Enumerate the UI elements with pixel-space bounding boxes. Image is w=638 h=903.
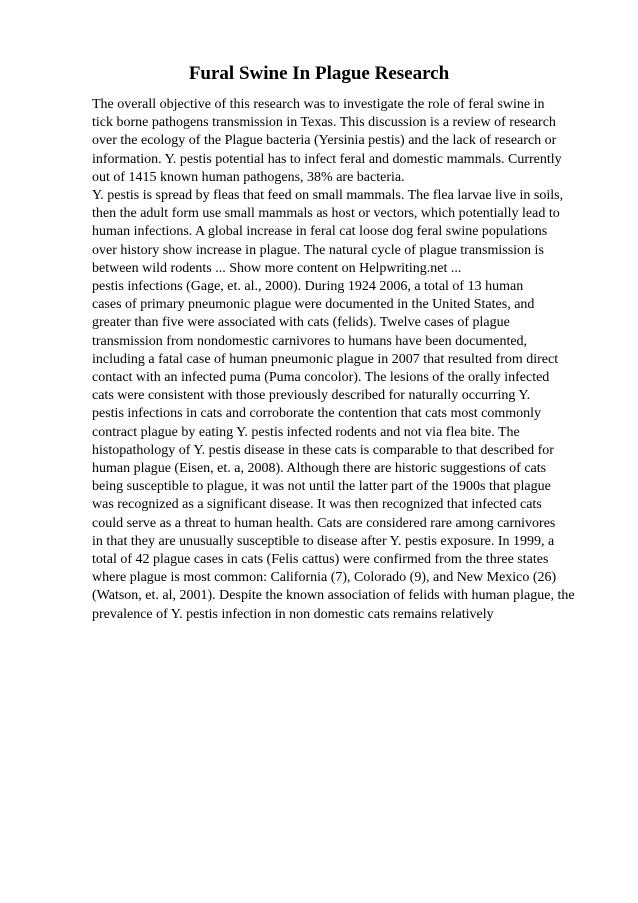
body-line: being susceptible to plague, it was not until the latter part of the 1900s that plague — [92, 479, 551, 495]
body-line: was recognized as a significant disease. It was then recognized that infected cats — [92, 497, 542, 513]
body-line: could serve as a threat to human health. Cats are considered rare among carnivores — [92, 515, 556, 531]
document-body — [92, 96, 612, 624]
body-line: histopathology of Y. pestis disease in these cats is comparable to that described for — [92, 442, 554, 458]
body-line: between wild rodents ... Show more content on Helpwriting.net ... — [92, 260, 462, 276]
body-line: prevalence of Y. pestis infection in non domestic cats remains relatively — [92, 606, 494, 622]
body-line: contract plague by eating Y. pestis infected rodents and not via flea bite. The — [92, 424, 520, 440]
body-line: over history show increase in plague. The natural cycle of plague transmission is — [92, 242, 544, 258]
body-line: cases of primary pneumonic plague were documented in the United States, and — [92, 297, 535, 313]
body-line: transmission from nondomestic carnivores to humans have been documented, — [92, 333, 528, 349]
body-line: cats were consistent with those previously described for naturally occurring Y. — [92, 388, 531, 404]
body-line: information. Y. pestis potential has to infect feral and domestic mammals. Currently — [92, 151, 562, 167]
body-line: out of 1415 known human pathogens, 38% are bacteria. — [92, 169, 405, 185]
body-line: total of 42 plague cases in cats (Felis cattus) were confirmed from the three states — [92, 552, 549, 568]
body-line: then the adult form use small mammals as host or vectors, which potentially lead to — [92, 206, 560, 222]
body-line: (Watson, et. al, 2001). Despite the known association of felids with human plague, the — [92, 588, 575, 604]
body-line: in that they are unusually susceptible to disease after Y. pestis exposure. In 1999, a — [92, 533, 555, 549]
body-line: human plague (Eisen, et. a, 2008). Although there are historic suggestions of cats — [92, 461, 547, 477]
body-line: pestis infections in cats and corroborate the contention that cats most commonly — [92, 406, 542, 422]
body-line: tick borne pathogens transmission in Texas. This discussion is a review of research — [92, 115, 556, 131]
body-line: Y. pestis is spread by fleas that feed on small mammals. The flea larvae live in soils, — [92, 188, 564, 204]
body-line: contact with an infected puma (Puma concolor). The lesions of the orally infected — [92, 370, 550, 386]
body-line: including a fatal case of human pneumonic plague in 2007 that resulted from direct — [92, 351, 559, 367]
body-line: human infections. A global increase in feral cat loose dog feral swine populations — [92, 224, 548, 240]
body-line: over the ecology of the Plague bacteria (Yersinia pestis) and the lack of research or — [92, 133, 557, 149]
document-title: Fural Swine In Plague Research — [188, 63, 450, 84]
body-line: greater than five were associated with cats (felids). Twelve cases of plague — [92, 315, 510, 331]
body-line: The overall objective of this research was to investigate the role of feral swine in — [92, 97, 545, 112]
body-line: where plague is most common: California (7), Colorado (9), and New Mexico (26) — [92, 570, 557, 586]
body-line: pestis infections (Gage, et. al., 2000). During 1924 2006, a total of 13 human — [92, 279, 524, 295]
